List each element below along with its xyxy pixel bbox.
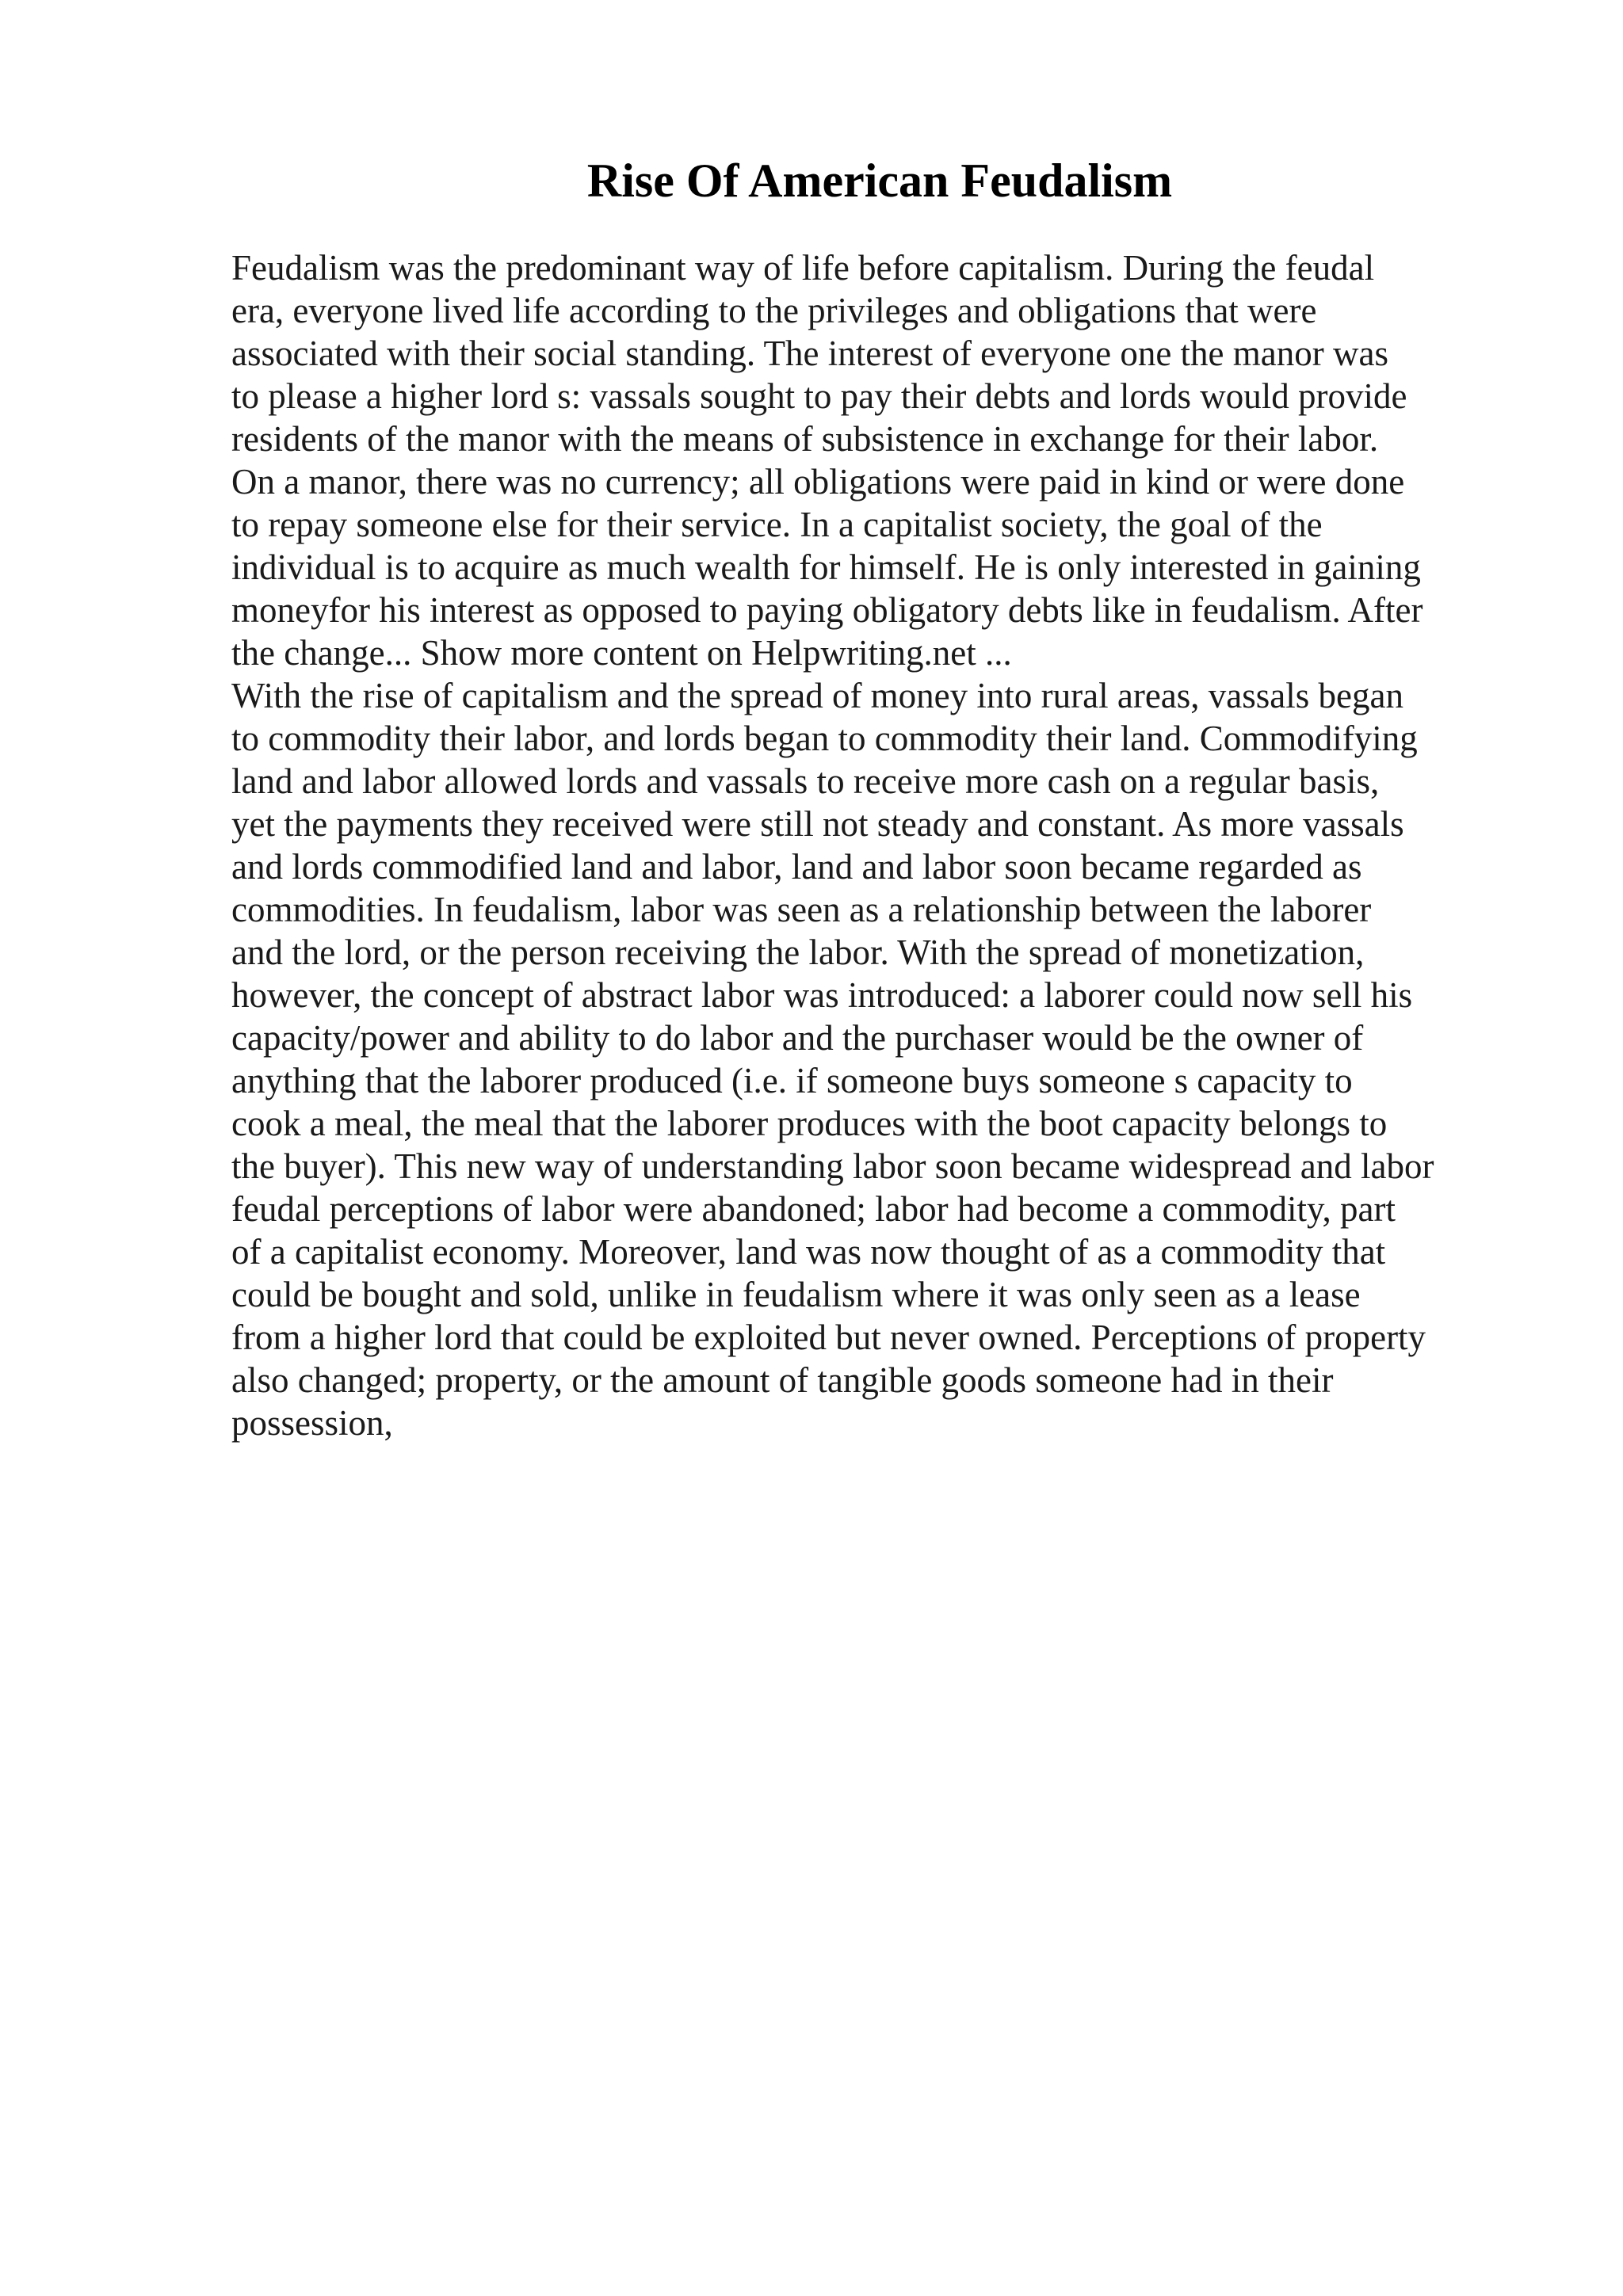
text-line: to repay someone else for their service. In a capitalist society, the goal of the (231, 505, 1323, 544)
text-line: also changed; property, or the amount of tangible goods someone had in their (231, 1360, 1334, 1400)
text-line: the change... Show more content on Helpwriting.net ... (231, 633, 1012, 673)
text-line: could be bought and sold, unlike in feudalism where it was only seen as a lease (231, 1275, 1361, 1314)
text-line: capacity/power and ability to do labor and the purchaser would be the owner of (231, 1018, 1364, 1058)
text-line: commodities. In feudalism, labor was seen as a relationship between the laborer (231, 890, 1372, 929)
text-line: cook a meal, the meal that the laborer produces with the boot capacity belongs to (231, 1104, 1388, 1143)
text-line: and the lord, or the person receiving the labor. With the spread of monetization, (231, 933, 1365, 972)
text-line: and lords commodified land and labor, land and labor soon became regarded as (231, 847, 1362, 887)
text-line: feudal perceptions of labor were abandoned; labor had become a commodity, part (231, 1189, 1396, 1229)
text-line: however, the concept of abstract labor was introduced: a laborer could now sell his (231, 975, 1413, 1015)
text-line: yet the payments they received were still not steady and constant. As more vassals (231, 804, 1404, 844)
text-line: individual is to acquire as much wealth for himself. He is only interested in gaining (231, 547, 1421, 587)
text-line: possession, (231, 1403, 393, 1443)
text-line: Feudalism was the predominant way of life before capitalism. During the feudal (231, 248, 1375, 288)
text-line: from a higher lord that could be exploited but never owned. Perceptions of property (231, 1318, 1426, 1357)
text-line: On a manor, there was no currency; all obligations were paid in kind or were done (231, 462, 1405, 502)
text-line: to commodity their labor, and lords began to commodity their land. Commodifying (231, 719, 1418, 758)
text-line: With the rise of capitalism and the spread of money into rural areas, vassals began (231, 676, 1403, 715)
document-body (231, 246, 1499, 1444)
text-line: land and labor allowed lords and vassals to receive more cash on a regular basis, (231, 761, 1380, 801)
text-line: residents of the manor with the means of subsistence in exchange for their labor. (231, 419, 1379, 459)
text-line: anything that the laborer produced (i.e. if someone buys someone s capacity to (231, 1061, 1353, 1100)
text-line: moneyfor his interest as opposed to paying obligatory debts like in feudalism. After (231, 590, 1423, 630)
text-line: to please a higher lord s: vassals sought to pay their debts and lords would provide (231, 376, 1407, 416)
text-line: associated with their social standing. The interest of everyone one the manor was (231, 334, 1388, 373)
text-line: era, everyone lived life according to the privileges and obligations that were (231, 291, 1317, 330)
text-line: of a capitalist economy. Moreover, land was now thought of as a commodity that (231, 1232, 1386, 1272)
document-title: Rise Of American Feudalism (586, 154, 1173, 207)
text-line: the buyer). This new way of understanding labor soon became widespread and labor (231, 1146, 1434, 1186)
